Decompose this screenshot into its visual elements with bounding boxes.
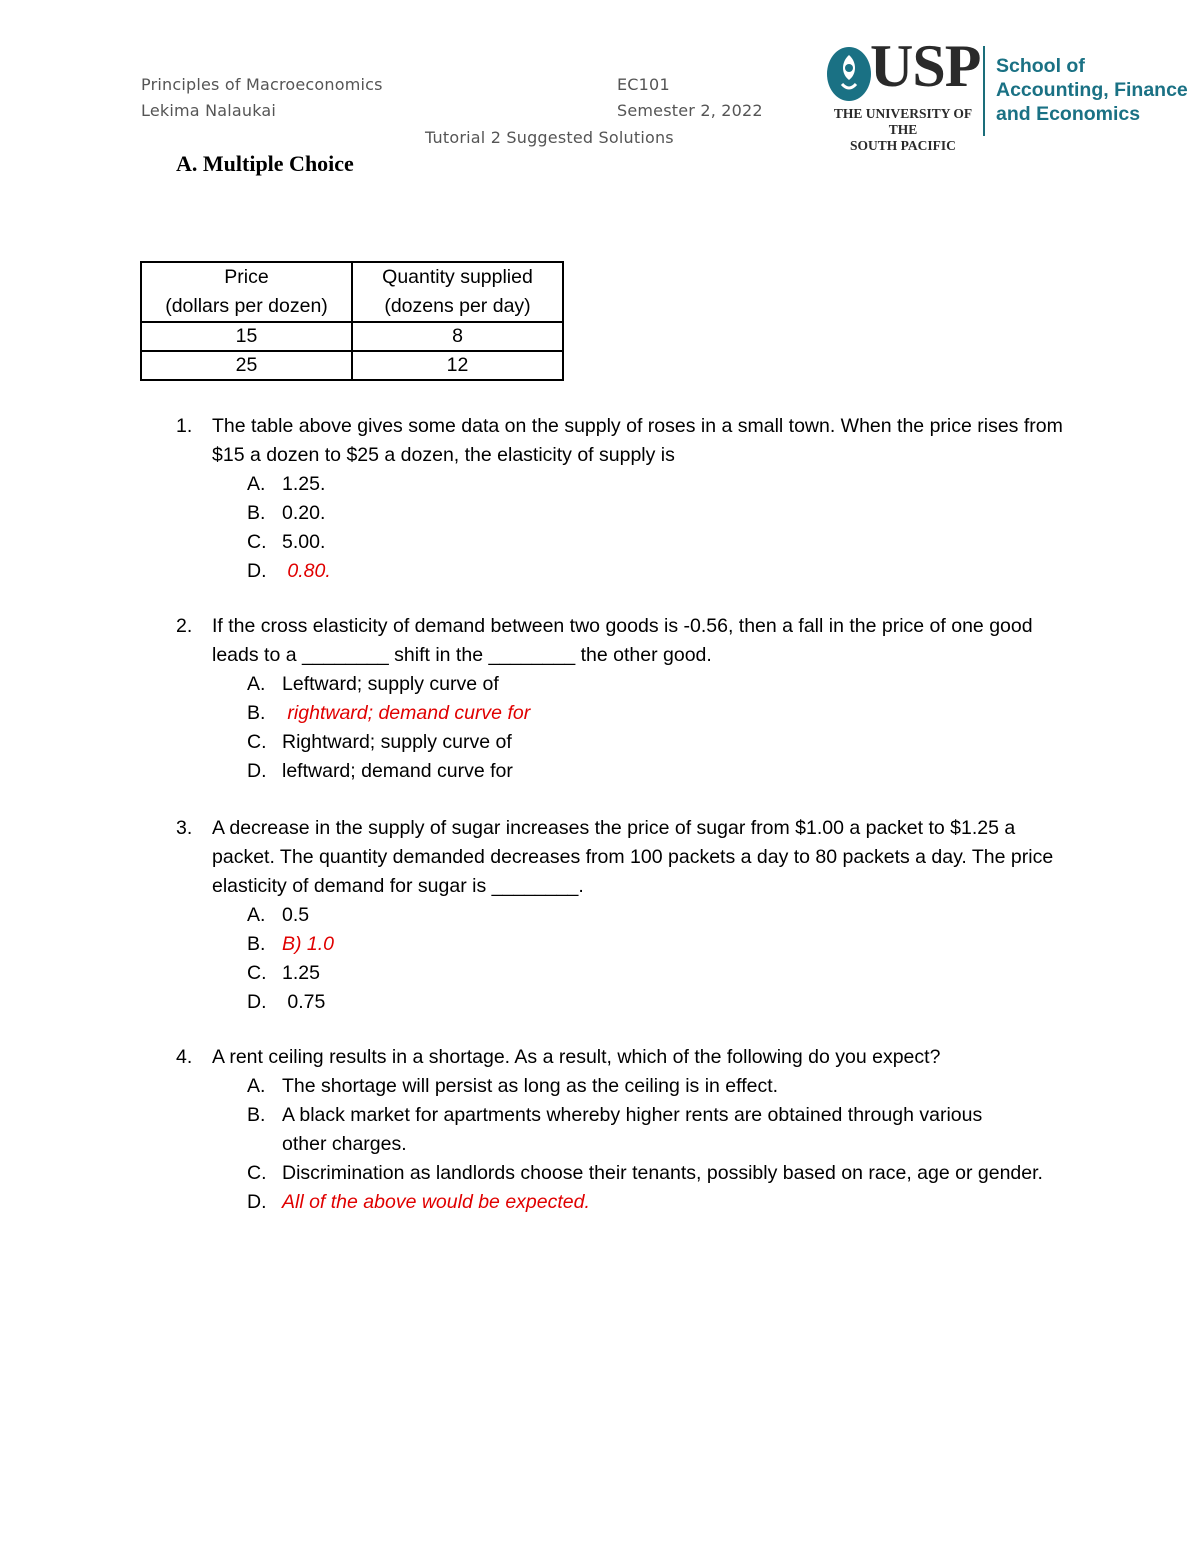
table-cell: 8 (352, 322, 563, 351)
option-text: The shortage will persist as long as the ceiling is in effect. (282, 1075, 779, 1097)
option-text: leftward; demand curve for (282, 760, 513, 782)
table-cell: 12 (352, 351, 563, 380)
option-letter: A. (247, 1075, 266, 1097)
school-name-line3: and Economics (996, 103, 1141, 125)
option-b-answer (247, 699, 1076, 728)
table-header-row (141, 262, 563, 322)
question-stem: A decrease in the supply of sugar increases the price of sugar from $1.00 a packet to $1.25 a packet. The quantity demanded decreases from 100 packets a day to 80 packets a day. The price elasticity of demand for sugar is ________. (212, 817, 1054, 897)
university-name (828, 106, 978, 154)
option-text: Discrimination as landlords choose their tenants, possibly based on race, age or gender. (282, 1162, 1043, 1184)
correct-answer-text: B) 1.0 (282, 933, 335, 955)
question-4 (176, 1043, 1076, 1217)
option-text: Rightward; supply curve of (282, 731, 512, 753)
table-cell: 15 (141, 322, 352, 351)
option-text: 0.20. (282, 502, 326, 524)
question-stem: If the cross elasticity of demand between two goods is -0.56, then a fall in the price of one good leads to a ________ shift in the ________ the other good. (212, 615, 1033, 666)
option-c (247, 1159, 1076, 1188)
option-letter: C. (247, 962, 267, 984)
option-b (247, 499, 1076, 528)
question-number: 2. (176, 615, 193, 637)
option-a (247, 1072, 1076, 1101)
question-3 (176, 814, 1076, 1017)
school-name (996, 54, 1188, 126)
option-b-answer (247, 930, 1076, 959)
option-text: 0.5 (282, 904, 310, 926)
option-letter: D. (247, 1191, 267, 1213)
option-c (247, 528, 1076, 557)
correct-answer-text: rightward; demand curve for (282, 702, 531, 724)
option-letter: B. (247, 1104, 266, 1126)
school-name-line1: School of (996, 55, 1085, 77)
question-number: 1. (176, 415, 193, 437)
university-name-line1: THE UNIVERSITY OF THE (833, 106, 973, 137)
course-title: Principles of Macroeconomics (141, 75, 383, 94)
option-letter: B. (247, 502, 266, 524)
option-text: A black market for apartments whereby higher rents are obtained through various other charges. (282, 1104, 988, 1155)
option-a (247, 901, 1076, 930)
question-stem: The table above gives some data on the supply of roses in a small town. When the price rises from $15 a dozen to $25 a dozen, the elasticity of supply is (212, 415, 1063, 466)
option-letter: A. (247, 904, 266, 926)
table-row (141, 322, 563, 351)
university-name-line2: SOUTH PACIFIC (850, 138, 956, 153)
option-text: 5.00. (282, 531, 326, 553)
semester: Semester 2, 2022 (617, 101, 763, 120)
option-letter: B. (247, 933, 266, 955)
option-d (247, 757, 1076, 786)
question-stem: A rent ceiling results in a shortage. As a result, which of the following do you expect? (212, 1046, 941, 1068)
correct-answer-text: All of the above would be expected. (282, 1191, 590, 1213)
option-d-answer (247, 1188, 1076, 1217)
section-title: A. Multiple Choice (176, 151, 354, 176)
question-number: 3. (176, 817, 193, 839)
option-letter: C. (247, 1162, 267, 1184)
option-text: Leftward; supply curve of (282, 673, 499, 695)
option-c (247, 728, 1076, 757)
correct-answer-text: 0.80. (282, 560, 331, 582)
supply-table (140, 261, 564, 381)
header-unit: (dozens per day) (384, 295, 531, 317)
option-d (247, 988, 1076, 1017)
option-text: 1.25 (282, 962, 320, 984)
question-number: 4. (176, 1046, 193, 1068)
option-letter: D. (247, 991, 267, 1013)
lecturer-name: Lekima Nalaukai (141, 101, 277, 120)
table-row (141, 351, 563, 380)
usp-wordmark: USP (870, 33, 981, 99)
question-1 (176, 412, 1076, 586)
header-label: Quantity supplied (382, 266, 533, 288)
option-a (247, 670, 1076, 699)
question-2 (176, 612, 1076, 786)
option-c (247, 959, 1076, 988)
header-label: Price (224, 266, 269, 288)
table-header-quantity (352, 262, 563, 322)
option-b (247, 1101, 1076, 1159)
option-letter: A. (247, 673, 266, 695)
table-cell: 25 (141, 351, 352, 380)
option-letter: C. (247, 731, 267, 753)
option-a (247, 470, 1076, 499)
school-name-line2: Accounting, Finance (996, 79, 1188, 101)
logo-divider (983, 46, 985, 136)
table-header-price (141, 262, 352, 322)
option-text: 0.75 (282, 991, 326, 1013)
option-letter: A. (247, 473, 266, 495)
usp-logo (826, 33, 1188, 153)
header-unit: (dollars per dozen) (165, 295, 328, 317)
option-letter: D. (247, 760, 267, 782)
option-letter: B. (247, 702, 266, 724)
usp-emblem-icon (826, 46, 872, 102)
option-letter: C. (247, 531, 267, 553)
document-title: Tutorial 2 Suggested Solutions (425, 128, 674, 147)
option-letter: D. (247, 560, 267, 582)
course-code: EC101 (617, 75, 670, 94)
option-d-answer (247, 557, 1076, 586)
option-text: 1.25. (282, 473, 326, 495)
